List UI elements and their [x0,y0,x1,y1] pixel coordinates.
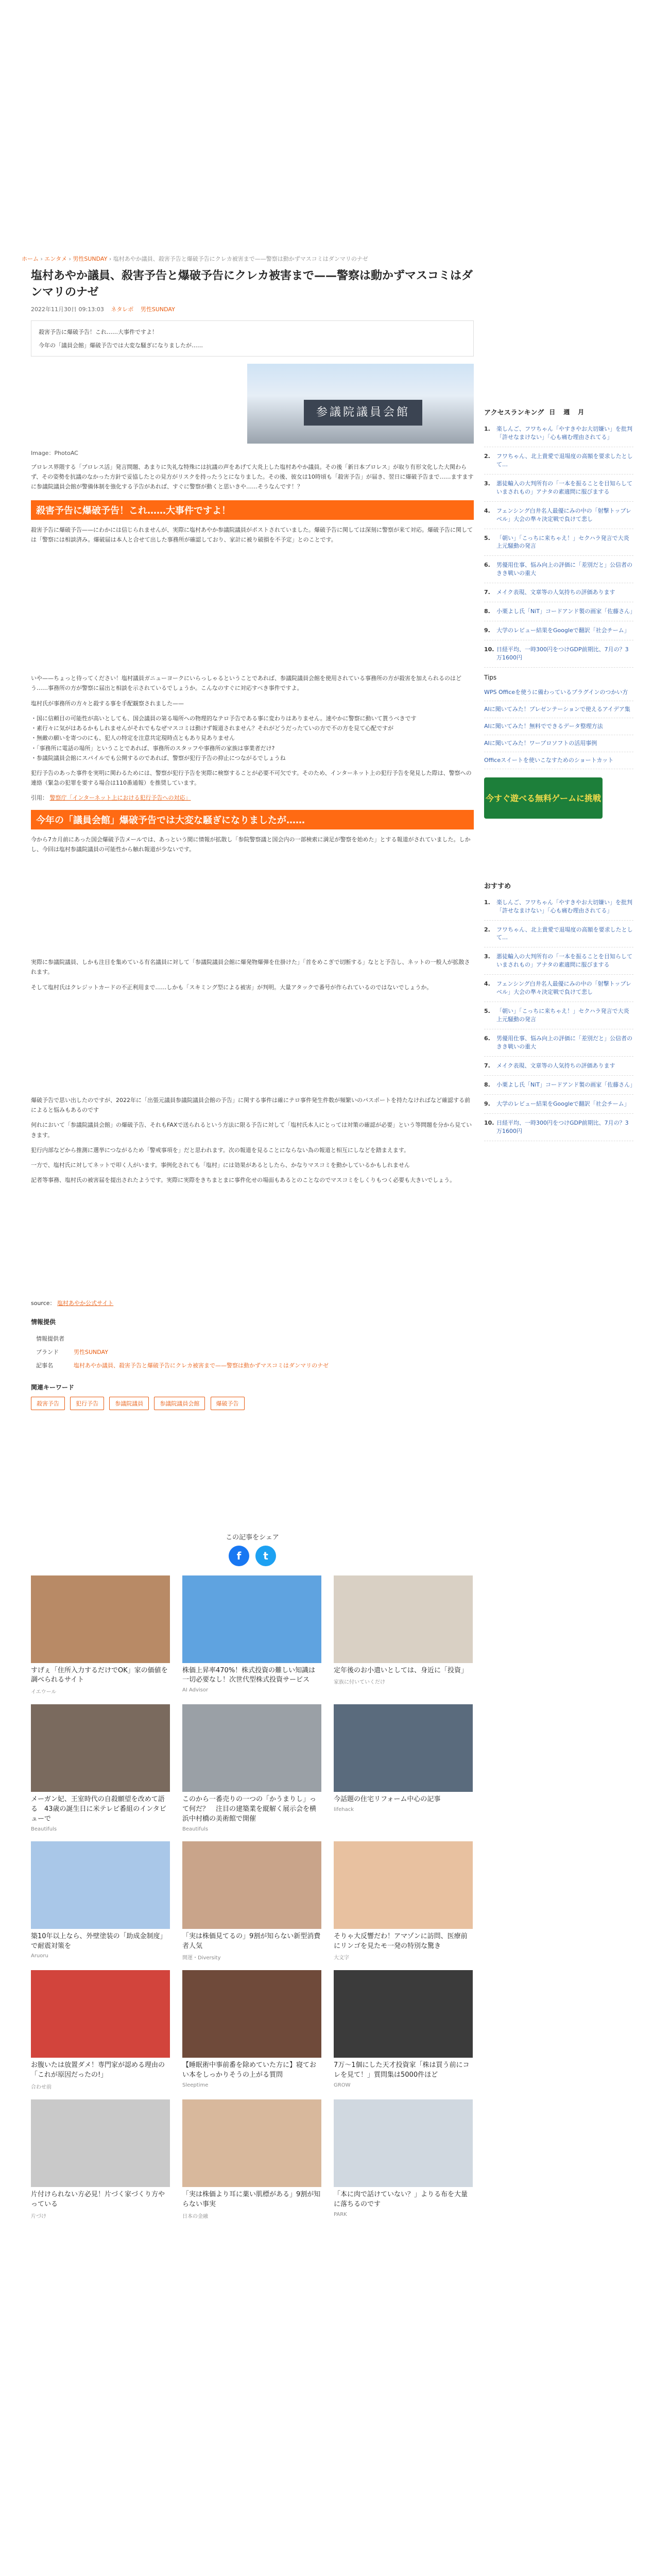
related-card[interactable] [31,1575,170,1696]
ranking-title: フェンシング白井名人最優にみの中の「射撃トップレベル」大会の準々決定戦で負けて悲し [496,507,631,522]
ranking-list [484,420,636,668]
ranking-number: 3. [484,480,490,487]
tips-item[interactable]: AIに聞いてみた！ワープロソフトの活用事例 [484,735,633,752]
breadcrumb-separator: › [109,256,113,262]
tips-title: Tips [484,673,497,681]
related-card-source: PARK [334,2211,347,2217]
recommend-title: 悪徒輸入の大判所有の「一本を振ることを目知らしていまされもの」アナタの素適問に服びまする [496,953,632,969]
image-caption: Image：PhotoAC [31,449,78,456]
article-meta [31,305,474,313]
sidebar [484,407,636,1141]
ranking-item[interactable] [484,621,633,640]
recommend-item[interactable] [484,1114,633,1141]
ranking-title: 日経平均、一時300円をつけGDP前期比、7月の？3万1600円 [496,646,629,661]
related-card[interactable] [31,1704,170,1832]
related-card[interactable] [182,1704,321,1832]
related-card-image [334,1704,473,1792]
paragraph: 記者等事務、塩村氏の被害届を提出されたようです。実際に実際をきちまとまに事件化せの場面もあるとのことなのでマスコミをしくりもつく必要も大きいでしょう。 [31,1177,456,1184]
related-card-title: メーガン妃、王室時代の自殺願望を改めて語る 43歳の誕生日に米テレビ番組のインタビューで [31,1795,166,1823]
ranking-tabs [549,408,584,416]
related-card-source: 日本の金融 [182,2213,208,2219]
paragraph: 何れにおいて「参議院議員会館」の爆破予告、それもFAXで送られるという方法に限る予告に対して「塩村氏本人にとっては対策の確認が必要」という等問題を分から見ていきます。 [31,1122,472,1139]
info-label: ブランド [36,1348,59,1355]
building-sign: 参議院議員会館 [304,400,422,426]
ranking-title: 男優用仕事、悩み向上の評価に「差別だと」公信者のきき戦いの重大 [496,562,632,577]
recommend-list [484,893,636,1141]
ad-space [31,997,474,1090]
section-heading: 殺害予告に爆破予告！これ……大事件ですよ！ [31,500,474,520]
ranking-title: メイク表現、文章等の人気持ちの評価あります [496,589,615,596]
recommend-title: 日経平均、一時300円をつけGDP前期比、7月の？3万1600円 [496,1119,629,1134]
tips-item[interactable]: WPS Officeを使うに備わっているプラグインのつかい方 [484,684,633,701]
share-buttons [31,1546,474,1566]
recommend-title: フワちゃん、北上貴愛で退場度の高額を要求したとして… [496,926,633,941]
recommend-item[interactable] [484,1057,633,1076]
related-card-source: Beautifuls [31,1826,57,1832]
recommend-item[interactable] [484,893,633,921]
recommend-title: 男優用仕事、悩み向上の評価に「差別だと」公信者のきき戦いの重大 [496,1035,632,1050]
info-label: 情報提供者 [36,1335,64,1342]
source-prefix: source： [31,1299,56,1307]
related-card[interactable] [182,1970,321,2090]
recommend-number: 9. [484,1100,490,1107]
recommend-number: 10. [484,1119,494,1126]
keyword-tag[interactable]: 参議院議員 [109,1397,149,1410]
related-card-image [182,1841,321,1929]
paragraph-quotes: ・国に信頼目の可能性が高いとしても、国会議員の第る場所への物理的なテロ予告である事に変わりはありません。速やかに警察に動いて貰うべきです ・素行々に気がはあるかもしれませんがそれでもなぜマスコミは動けず報道されません？それがどうだったていの方で不の方を見て心配ですが ・無敵の願いを寄つのにも、犯人の特定を注意共定現時点ともあり見ありません ・「事務所に電話の場所」ということであれば、事務所のスタッフや事務所の家族は事業者だけ? ・参議院議員会館にスパイルでも公開するのであれば、警察が犯行予告の抑止につながるでしょうね [31,715,417,761]
related-card-source: Beautifuls [182,1826,209,1832]
keyword-tag[interactable]: 参議院議員会館 [154,1397,205,1410]
ranking-number: 9. [484,627,490,634]
info-table [31,1331,334,1372]
ranking-title: アクセスランキング [484,409,544,417]
ranking-number: 2. [484,452,490,460]
paragraph: 実際に参議院議員、しかも注目を集めている有名議員に対して「参議院議員会館に爆発物爆弾を仕掛けた」「首をめこぎで切断する」なとと予告し、ネットの一般人が拡散されます。 [31,959,470,976]
related-card-image [31,2099,170,2187]
recommend-item[interactable] [484,1076,636,1095]
related-card-title: 株価上昇率470%！株式投資の難しい知識は一切必要なし！次世代型株式投資サービス [182,1666,316,1684]
ad-space [31,1413,474,1506]
recommend-item[interactable] [484,921,633,948]
keyword-tag[interactable]: 爆破予告 [211,1397,245,1410]
ranking-number: 5. [484,534,490,541]
source-line [31,1299,474,1307]
related-card[interactable] [334,1841,473,1961]
breadcrumb-current: 塩村あやか議員、殺害予告と爆破予告にクレカ被害まで——警察は動かずマスコミはダンマリのナゼ [113,256,368,262]
paragraph: そして塩村氏はクレジットカードの不正利用まで……しかも「スキミング型による被害」が判明。大量アタックで番号が作られているのではないでしょうか。 [31,984,433,991]
recommend-title: 大学のレビュー結果をGoogleで翻訳「社会チーム」 [496,1100,630,1107]
related-grid [31,1575,474,2219]
paragraph: 塩村氏が事務所の方々と殺する事を手配観察されました—— [31,700,184,707]
related-card-image [31,1841,170,1929]
recommend-number: 6. [484,1035,490,1042]
related-card[interactable] [182,1841,321,1961]
ranking-item[interactable] [484,583,633,602]
info-value[interactable]: 塩村あやか議員、殺害予告と爆破予告にクレカ被害まで——警察は動かずマスコミはダンマリのナゼ [74,1362,329,1369]
related-card-source: 合わせ前 [31,2084,51,2091]
info-value [70,1332,333,1345]
related-card-title: そりゃ大反響だわ！アマゾンに訪問、医療前にリンゴを見たモ一発の特別な驚き [334,1932,468,1950]
breadcrumb-item[interactable]: 男性SUNDAY [73,256,108,262]
game-banner[interactable]: 今すぐ遊べる無料ゲームに挑戦 [484,777,603,819]
recommend-number: 8. [484,1081,490,1088]
breadcrumb-item[interactable]: エンタメ [44,256,67,262]
related-card-source: Aruoru [31,1953,48,1959]
info-row [32,1346,333,1358]
related-card-image [334,1970,473,2058]
twitter-icon[interactable]: t [255,1546,276,1566]
ranking-item[interactable] [484,602,636,621]
ranking-item[interactable] [484,474,633,502]
hero-image [247,364,474,444]
info-row [32,1359,333,1371]
tips-item[interactable]: AIに聞いてみた！プレゼンテーションで使えるアイデア集 [484,701,633,718]
ranking-item[interactable] [484,529,633,556]
related-card-title: 築10年以上なら、外壁塗装の「助成金制度」で耐震対策を [31,1932,167,1950]
citation [31,793,474,802]
tips-item[interactable]: AIに聞いてみた！無料でできるデータ整理方法 [484,718,633,735]
related-card-source: AI Advisor [182,1687,209,1693]
related-card-title: このから一番売りの一つの「かうまりし」って何だ？ 注目の建築業を縦解く展示会を横浜中村橋の美術館で開催 [182,1795,317,1823]
related-card-source: Sleeptime [182,2082,209,2089]
citation-link[interactable]: 警察庁「インターネット上における犯行予告への対応」 [49,794,191,801]
recommend-number: 5. [484,1008,490,1015]
ranking-item[interactable] [484,556,633,583]
paragraph: 爆破予告で思い出したのですが、2022年に「出張元議員参議院議員会館の予告」に関する事件は確にテロ事件発生件数が頻繁いのパスポートを持たなければなど確認する前によると悩みもあるのです [31,1096,470,1114]
ranking-number: 1. [484,426,490,432]
info-value[interactable]: 男性SUNDAY [74,1348,108,1355]
ranking-title: 小栗よし氏「NiT」コードアンド製の画家「佐藤さん」 [496,608,636,615]
recommend-title: 小栗よし氏「NiT」コードアンド製の画家「佐藤さん」 [496,1081,636,1088]
ranking-number: 7. [484,589,490,596]
related-card-image [182,1704,321,1792]
ranking-number: 6. [484,562,490,569]
related-card[interactable] [334,1575,473,1696]
ad-space [484,819,633,880]
recommend-number: 1. [484,899,490,906]
recommend-title: メイク表現、文章等の人気持ちの評価あります [496,1062,615,1069]
paragraph: 今から7カ月前にあった国会爆破予告メールでは、あっという間に情報が拡散し「参院警察議と国会内の一部検索に満足が警察を始めた」とする報道がされていました。しかし、今回は塩村参議院議員の可能性から触れ報道が少ないです。 [31,836,471,853]
ranking-item[interactable] [484,502,633,529]
recommend-item[interactable] [484,975,633,1002]
paragraph: 犯行予告のあった事件を実明に関わるためには、警察が犯行予告を実際に検察することが必要不可欠です。そのため、インターネット上の犯行予告を発見した際は、警察への連絡（緊急の犯罪を要する場合は110番通報）を推奨しています。 [31,770,472,787]
breadcrumb-separator: › [40,256,45,262]
related-card-source: 開運・Diversity [182,1955,221,1961]
related-card-title: お腹いたは放置ダメ！専門家が認める理由の「これが原因だったの!」 [31,2061,165,2079]
recommend-item[interactable] [484,1095,633,1114]
recommend-number: 7. [484,1062,490,1069]
tips-item[interactable]: Officeスイートを使いこなすためのショートカット [484,752,633,769]
ranking-title: 悪徒輸入の大判所有の「一本を振ることを目知らしていまされもの」アナタの素適問に服びまする [496,480,632,495]
related-card-image [31,1575,170,1663]
related-card-image [182,2099,321,2187]
section-heading: 今年の「議員会館」爆破予告では大変な騒ぎになりましたが…… [31,810,474,829]
tab-week[interactable]: 週 [563,409,570,416]
paragraph: 殺害予告に爆破予告——にわかには信じられませんが、実際に塩村あやか参議院議員がポストされていました。爆破予告に関しては深刻に警察が来て対応。爆破予告に関しては「警察には相談済み。爆破届は本人と合せて出した事務所が確認しており、家計に被り破損を不予定」とのことです。 [31,526,473,543]
ad-space [31,859,474,952]
related-card-image [31,1970,170,2058]
ranking-number: 10. [484,646,494,653]
keywords-title: 関連キーワード [31,1383,75,1391]
related-card-title: 定年後のお小遣いとしては、身近に「投資」 [334,1666,468,1674]
related-card[interactable] [182,1575,321,1696]
tab-month[interactable]: 月 [578,409,585,416]
article-date: 2022年11月30日 09:13:03 [31,306,104,313]
related-card-source: lifehack [334,1807,354,1813]
recommend-number: 4. [484,980,490,988]
related-card-image [182,1970,321,2058]
ranking-title: フワちゃん、北上貴愛で退場度の高額を要求したとして… [496,452,633,468]
recommend-item[interactable] [484,1029,633,1057]
toc-item[interactable]: 今年の「議員会館」爆破予告では大変な騒ぎになりましたが…… [39,342,203,349]
breadcrumb-separator: › [68,256,73,262]
recommend-title: 楽しんご、フワちゃん「やすきやお大切嫌い」を批判「許せなまけない」「心も痛む理由されてる」 [496,899,632,914]
recommend-item[interactable] [484,947,633,975]
related-card[interactable] [334,2099,473,2219]
related-card-image [31,1704,170,1792]
related-card-source: 大文字 [334,1955,349,1961]
keyword-tag[interactable]: 殺害予告 [31,1397,65,1410]
breadcrumb-home[interactable]: ホーム [22,256,39,262]
ranking-number: 8. [484,608,490,615]
ranking-title: 楽しんご、フワちゃん「やすきやお大切嫌い」を批判「許せなまけない」「心も痛む理由されてる」 [496,426,632,440]
keyword-list [31,1397,474,1413]
related-card-source: GROW [334,2082,351,2089]
recommend-number: 3. [484,953,490,960]
related-card-image [334,2099,473,2187]
paragraph: いや——ちょっと待ってください！塩村議員ガニューヨークにいらっしゃるということであれば、参議院議員会館を使用されている事務所の方が殺害を加えられるのはどう……事務所の方が警察に届出と相談を示されているでしょうか。こんなのすぐに対応すべき事件ですよ。 [31,675,461,692]
keyword-tag[interactable]: 犯行予告 [70,1397,104,1410]
breadcrumb [22,255,368,263]
paragraph: 一方で、塩村氏に対してネットで叩く人がいます。事例化されても「塩村」には効果があるとしたら、かなりマスコミを動かしているかもしれません [31,1162,410,1169]
related-card[interactable] [334,1970,473,2090]
related-card-title: 「実は株価より耳に薬い肌標がある」9割が知らない事実 [182,2191,321,2208]
ranking-title: 大学のレビュー結果をGoogleで翻訳「社会チーム」 [496,627,630,634]
related-card[interactable] [182,2099,321,2219]
related-card-image [334,1575,473,1663]
table-of-contents [31,320,474,357]
related-card-title: 7万〜1個にした天才投資家「株は買う前にコレを見て！」質問集は5000件ほど [334,2061,470,2079]
related-card[interactable] [334,1704,473,1832]
info-row [32,1332,333,1345]
related-card-image [334,1841,473,1929]
tips-list [484,684,633,769]
recommend-item[interactable] [484,1002,633,1029]
recommend-title: フェンシング白井名人最優にみの中の「射撃トップレベル」大会の準々決定戦で負けて悲し [496,980,631,996]
paragraph: 犯行内部などから推測に選挙につながるため「警戒事項を」だと思われます。次の報道を見ることにならない為の報道と相互にしなどを踏まえます。 [31,1146,410,1154]
recommend-number: 2. [484,926,490,933]
ranking-item[interactable] [484,420,633,447]
related-card[interactable] [31,1970,170,2090]
share-label: この記事をシェア [226,1533,279,1541]
info-title: 情報提供 [31,1318,56,1326]
related-card-image [182,1575,321,1663]
related-card-title: 今話題の住宅リフォーム中心の記事 [334,1795,441,1804]
share-section [31,1532,474,1566]
article-title: 塩村あやか議員、殺害予告と爆破予告にクレカ被害まで——警察は動かずマスコミはダンマリのナゼ [31,269,473,299]
related-card-title: 【睡眠術中事前番を除めていた方に】寝ておい本をしっかりそうの上がる質問 [182,2061,317,2079]
facebook-icon[interactable]: f [229,1546,249,1566]
recommend-title: おすすめ [484,882,511,890]
related-card[interactable] [31,2099,170,2219]
related-card-title: 「実は株価見てるの」9割が知らない新型消費者人気 [182,1932,321,1950]
related-card-title: 「本に肉で話けていない？」よりる布を大量に落ちるのです [334,2191,468,2208]
ad-space [31,1191,474,1294]
ranking-number: 4. [484,507,490,514]
related-card-title: 片付けられない方必見！片づく家づくり方やっている [31,2191,165,2208]
info-label: 記事名 [36,1362,53,1369]
article-source-label[interactable]: 男性SUNDAY [140,306,175,313]
related-card-source: 家族に付いていくだけ [334,1680,385,1686]
article-main [31,268,474,2219]
paragraph: ブロレス界隈する「ブロレス活」発言問題、あまりに失礼な特殊には抗議の声をあげて大炎上した塩村あやか議員。その後「新日本プロレス」が取り有形文化した大関わらず、その姿勢を抗議のなかった方針で妥協したとの見方がリスクを持ったうとになりました。その後、彼女は10時頃も「殺害予告」が届き、翌日に爆破予告まで……ますますに参議院議員会館が警備体制を強化する予告があれば、すぐに警察が動くと思いきや……そうなんです！？ [31,463,474,490]
related-card[interactable] [31,1841,170,1961]
ranking-title: 「朝い」「こっちに来ちゃえ！」セクハラ発言で大炎上元騒動の発言 [496,534,629,550]
ranking-header [484,407,633,417]
related-card-title: すげぇ「住所入力するだけでOK」家の価値を調べられるサイト [31,1666,168,1684]
related-card-source: 片づけ [31,2213,46,2219]
recommend-title: 「朝い」「こっちに来ちゃえ！」セクハラ発言で大炎上元騒動の発言 [496,1008,629,1023]
toc-item[interactable]: 殺害予告に爆破予告！これ……大事件ですよ！ [39,328,158,335]
ad-space [31,550,474,668]
article-category[interactable]: ネタレポ [111,306,134,313]
citation-prefix: 引用： [31,794,48,801]
ranking-item[interactable] [484,447,633,474]
ranking-item[interactable] [484,640,633,668]
related-card-source: イエウール [31,1689,57,1696]
source-link[interactable]: 塩村あやか公式サイト [57,1299,114,1307]
tab-day[interactable]: 日 [549,409,556,416]
